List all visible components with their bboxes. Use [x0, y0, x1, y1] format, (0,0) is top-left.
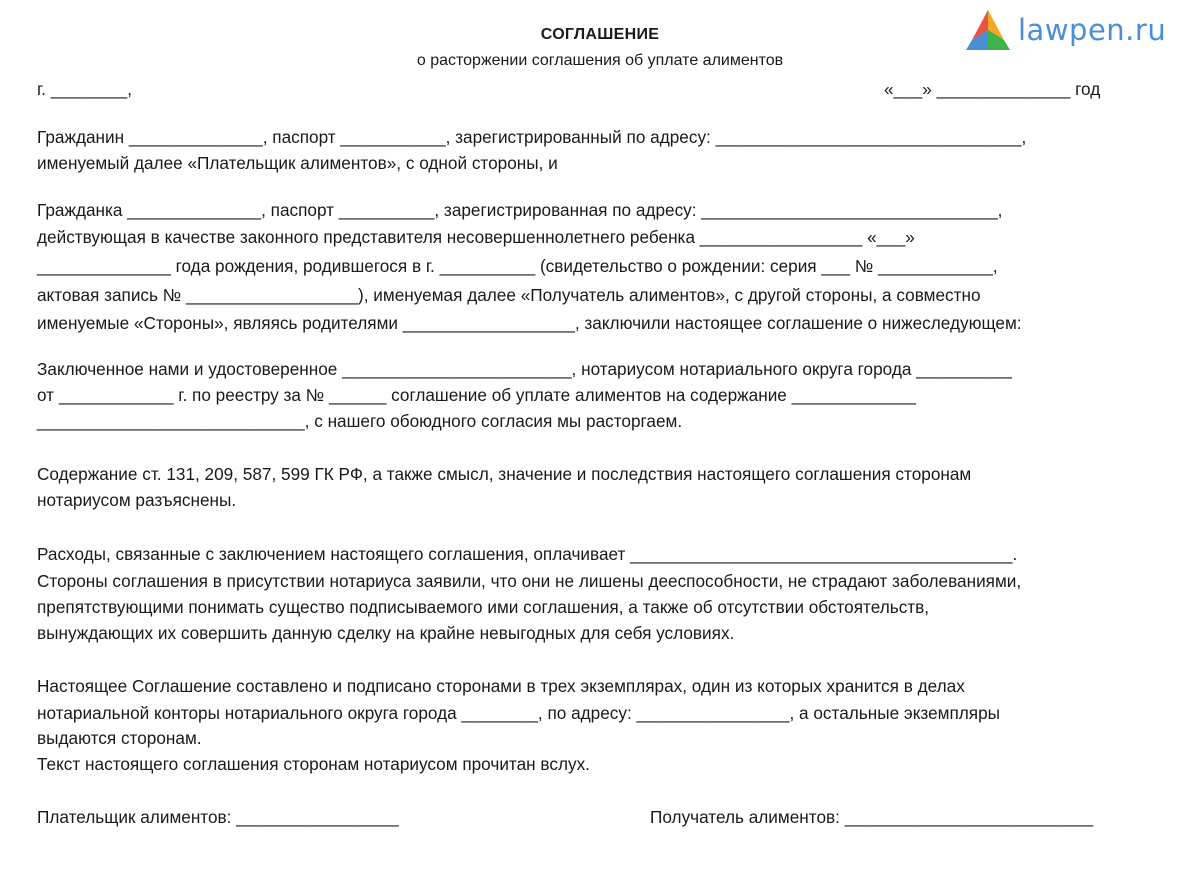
text-line: нотариусом разъяснены. [37, 490, 237, 510]
place-line: г. ________, [37, 79, 132, 99]
text-line: ______________ года рождения, родившегося в г. __________ (свидетельство о рождении: серия ___ № ____________, [37, 256, 998, 276]
document-subtitle: о расторжении соглашения об уплате алиментов [416, 52, 784, 69]
text-line: действующая в качестве законного представителя несовершеннолетнего ребенка _________________ «___» [37, 227, 915, 247]
text-line: препятствующими понимать существо подписываемого ими соглашения, а также об отсутствии обстоятельств, [37, 597, 930, 617]
text-line: Стороны соглашения в присутствии нотариуса заявили, что они не лишены дееспособности, не страдают заболеваниями, [37, 571, 1022, 591]
payer-signature: Плательщик алиментов: _________________ [37, 807, 399, 827]
text-line: Расходы, связанные с заключением настоящего соглашения, оплачивает ________________________________________. [37, 544, 1018, 564]
text-line: Гражданка ______________, паспорт __________, зарегистрированная по адресу: _______________________________, [37, 200, 1003, 220]
text-line: выдаются сторонам. [37, 728, 202, 748]
text-line: от ____________ г. по реестру за № ______ соглашение об уплате алиментов на содержание _____________ [37, 385, 916, 405]
date-line: «___» ______________ год [884, 79, 1101, 99]
text-line: Заключенное нами и удостоверенное ________________________, нотариусом нотариального округа города __________ [37, 359, 1012, 379]
text-line: вынуждающих их совершить данную сделку на крайне невыгодных для себя условиях. [37, 623, 735, 643]
lawpen-logo[interactable] [964, 8, 1166, 52]
text-line: именуемые «Стороны», являясь родителями __________________, заключили настоящее соглашение о нижеследующем: [37, 313, 1022, 333]
document-title: СОГЛАШЕНИЕ [540, 26, 660, 43]
text-line: нотариальной конторы нотариального округа города ________, по адресу: ________________, а остальные экземпляры [37, 703, 1001, 723]
recipient-signature: Получатель алиментов: __________________________ [650, 807, 1094, 827]
logo-text: lawpen.ru [1018, 13, 1167, 47]
text-line: ____________________________, с нашего обоюдного согласия мы расторгаем. [37, 411, 683, 431]
text-line: актовая запись № __________________), именуемая далее «Получатель алиментов», с другой стороны, а совместно [37, 285, 981, 305]
text-line: именуемый далее «Плательщик алиментов», с одной стороны, и [37, 153, 558, 173]
text-line: Текст настоящего соглашения сторонам нотариусом прочитан вслух. [37, 754, 590, 774]
text-line: Содержание ст. 131, 209, 587, 599 ГК РФ, а также смысл, значение и последствия настоящего соглашения сторонам [37, 464, 972, 484]
lawpen-triangle-icon [964, 8, 1012, 52]
text-line: Настоящее Соглашение составлено и подписано сторонами в трех экземплярах, один из которых хранится в делах [37, 676, 965, 696]
text-line: Гражданин ______________, паспорт ___________, зарегистрированный по адресу: ________________________________, [37, 127, 1027, 147]
